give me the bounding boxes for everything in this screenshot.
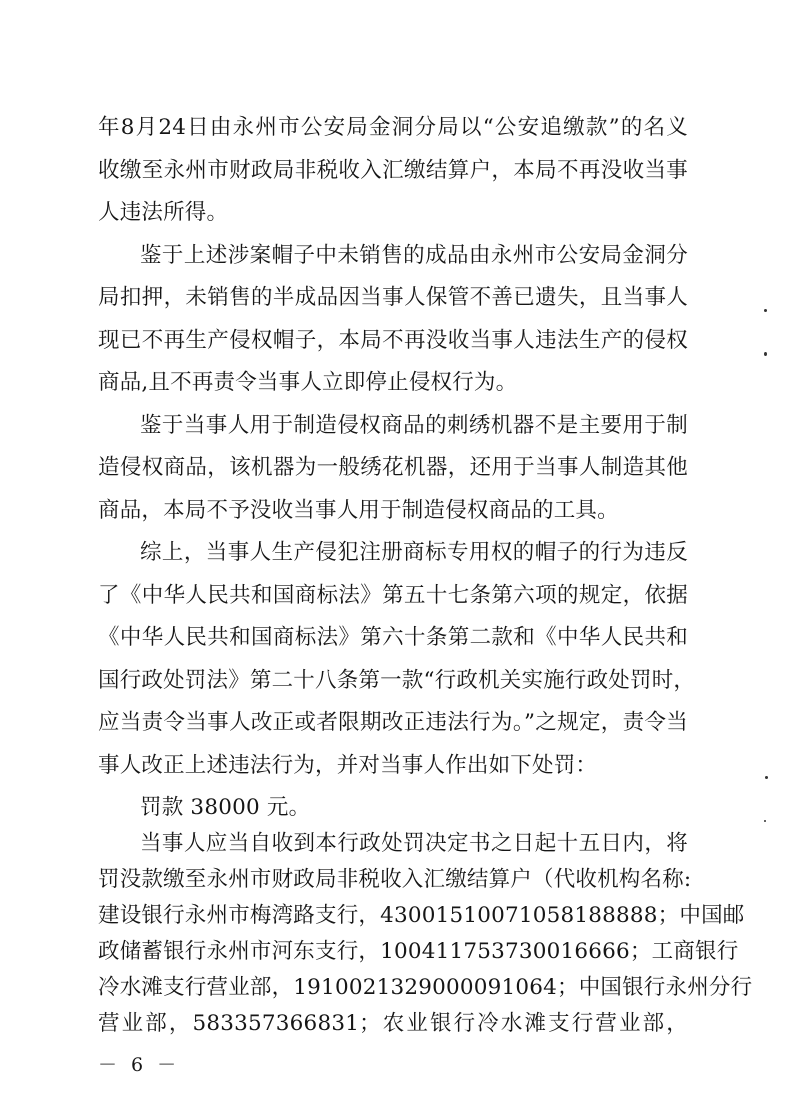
page-number: － 6 －	[98, 1054, 181, 1076]
paragraph-4-line-5: 应当责令当事人改正或者限期改正违法行为。”之规定，责令当	[98, 710, 688, 735]
paragraph-6-line-2: 罚没款缴至永州市财政局非税收入汇缴结算户（代收机构名称:	[98, 867, 692, 892]
paragraph-6-line-4: 政储蓄银行永州市河东支行，100411753730016666；工商银行	[98, 939, 739, 964]
paragraph-6-line-5: 冷水滩支行营业部，1910021329000091064；中国银行永州分行	[98, 975, 753, 1000]
paragraph-1-line-1: 年8月24日由永州市公安局金洞分局以“公安追缴款”的名义	[98, 115, 688, 140]
paragraph-4-line-6: 事人改正上述违法行为，并对当事人作出如下处罚：	[98, 752, 598, 778]
scan-mark	[764, 352, 767, 356]
paragraph-3-line-1: 鉴于当事人用于制造侵权商品的刺绣机器不是主要用于制	[140, 412, 688, 438]
paragraph-2-line-2: 局扣押，未销售的半成品因当事人保管不善已遗失，且当事人	[98, 285, 688, 310]
scan-mark	[764, 820, 766, 822]
paragraph-3-line-2: 造侵权商品，该机器为一般绣花机器，还用于当事人制造其他	[98, 455, 688, 480]
penalty-line: 罚款 38000 元。	[140, 795, 311, 820]
paragraph-6-line-6: 营业部，583357366831；农业银行冷水滩支行营业部，	[98, 1011, 688, 1036]
paragraph-6-line-1: 当事人应当自收到本行政处罚决定书之日起十五日内，将	[140, 831, 688, 856]
paragraph-1-line-2: 收缴至永州市财政局非税收入汇缴结算户，本局不再没收当事	[98, 157, 688, 183]
paragraph-2-line-3: 现已不再生产侵权帽子，本局不再没收当事人违法生产的侵权	[98, 327, 688, 353]
scan-mark	[764, 309, 767, 312]
paragraph-3-line-3: 商品，本局不予没收当事人用于制造侵权商品的工具。	[98, 497, 619, 523]
paragraph-4-line-4: 国行政处罚法》第二十八条第一款“行政机关实施行政处罚时，	[98, 667, 696, 693]
paragraph-1-line-3: 人违法所得。	[98, 200, 229, 225]
paragraph-6-line-3: 建设银行永州市梅湾路支行，43001510071058188888；中国邮	[98, 903, 745, 928]
paragraph-2-line-1: 鉴于上述涉案帽子中未销售的成品由永州市公安局金洞分	[140, 242, 688, 268]
paragraph-4-line-1: 综上，当事人生产侵犯注册商标专用权的帽子的行为违反	[140, 540, 688, 565]
paragraph-4-line-2: 了《中华人民共和国商标法》第五十七条第六项的规定，依据	[98, 582, 688, 608]
paragraph-4-line-3: 《中华人民共和国商标法》第六十条第二款和《中华人民共和	[98, 625, 688, 650]
paragraph-2-line-4: 商品,且不再责令当事人立即停止侵权行为。	[98, 370, 518, 395]
scan-mark	[765, 776, 768, 779]
